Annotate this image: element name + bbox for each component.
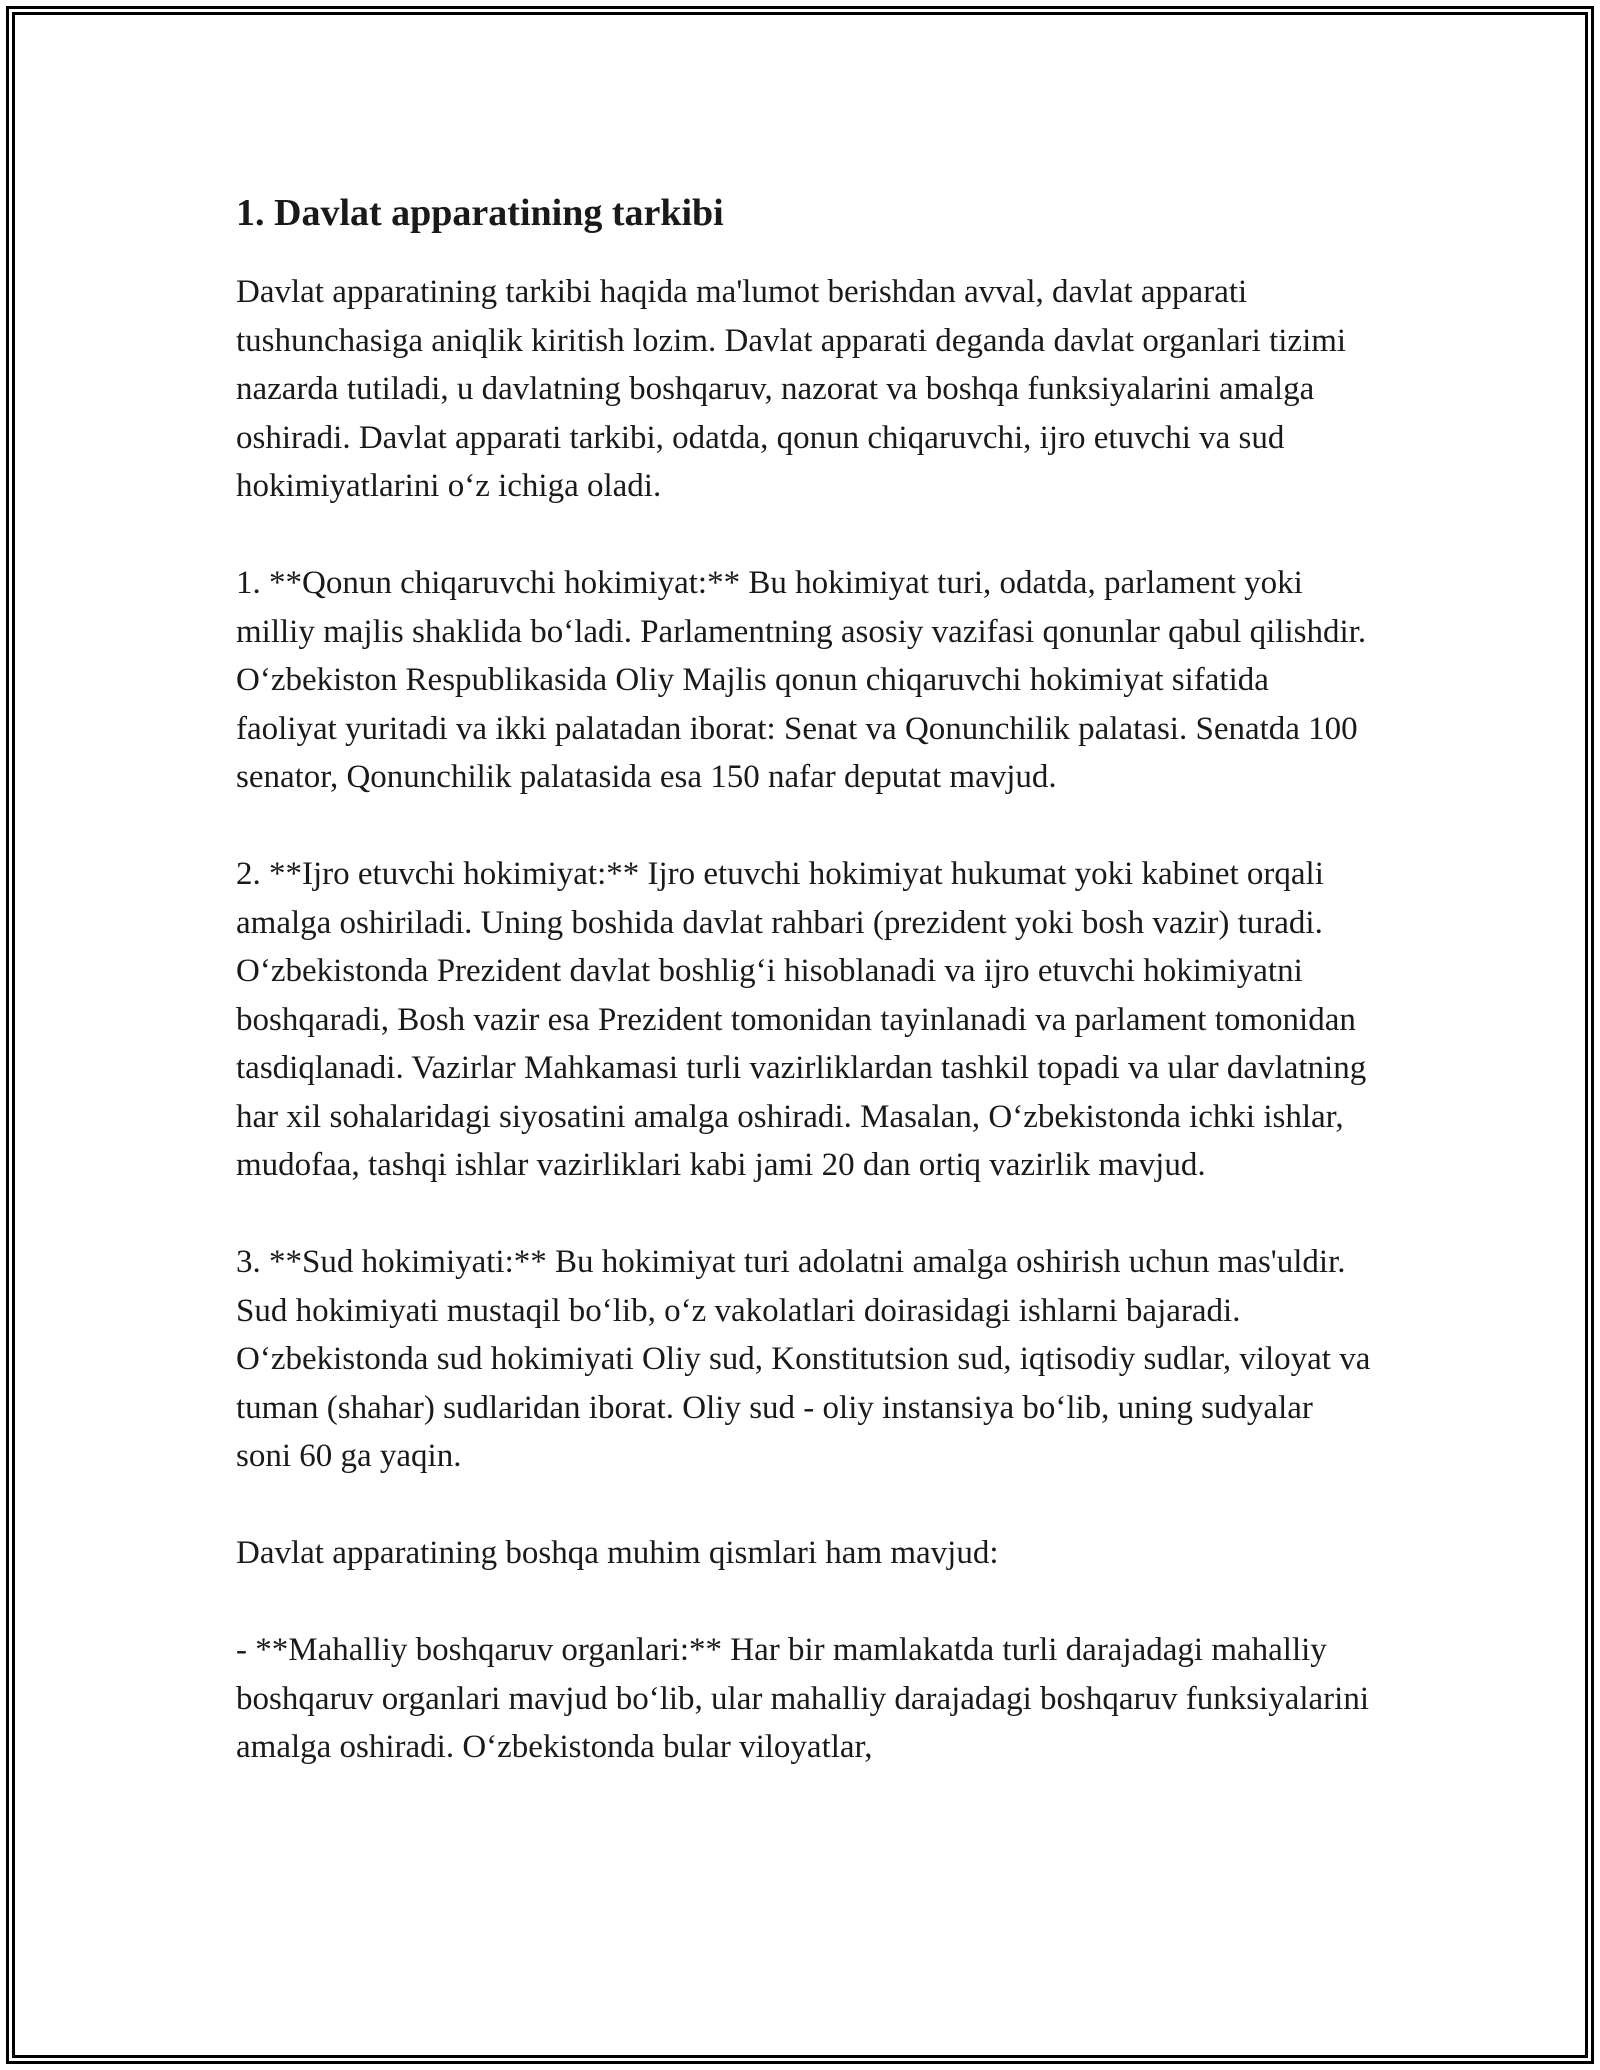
paragraph-executive: 2. **Ijro etuvchi hokimiyat:** Ijro etuvchi hokimiyat hukumat yoki kabinet orqali amalga oshiriladi. Uning boshida davlat rahbari (prezident yoki bosh vazir) turadi. O‘zbekistonda Prezident davlat boshlig‘i hisoblanadi va ijro etuvchi hokimiyatni boshqaradi, Bosh vazir esa Prezident tomonidan tayinlanadi va parlament tomonidan tasdiqlanadi. Vazirlar Mahkamasi turli vazirliklardan tashkil topadi va ular davlatning har xil sohalaridagi siyosatini amalga oshiradi. Masalan, O‘zbekistonda ichki ishlar, mudofaa, tashqi ishlar vazirliklari kabi jami 20 dan ortiq vazirlik mavjud. [236, 856, 1367, 1183]
paragraph-intro: Davlat apparatining tarkibi haqida ma'lumot berishdan avval, davlat apparati tushunchasiga aniqlik kiritish lozim. Davlat apparati deganda davlat organlari tizimi nazarda tutiladi, u davlatning boshqaruv, nazorat va boshqa funksiyalarini amalga oshiradi. Davlat apparati tarkibi, odatda, qonun chiqaruvchi, ijro etuvchi va sud hokimiyatlarini o‘z ichiga oladi. [236, 274, 1347, 504]
document-body [236, 188, 1376, 1772]
paragraph-local-government: - **Mahalliy boshqaruv organlari:** Har bir mamlakatda turli darajadagi mahalliy boshqaruv organlari mavjud bo‘lib, ular mahalliy darajadagi boshqaruv funksiyalarini amalga oshiradi. O‘zbekistonda bular viloyatlar, [236, 1632, 1370, 1765]
paragraph-other-parts: Davlat apparatining boshqa muhim qismlari ham mavjud: [236, 1535, 999, 1571]
paragraph-legislative: 1. **Qonun chiqaruvchi hokimiyat:** Bu hokimiyat turi, odatda, parlament yoki milliy majlis shaklida bo‘ladi. Parlamentning asosiy vazifasi qonunlar qabul qilishdir. O‘zbekiston Respublikasida Oliy Majlis qonun chiqaruvchi hokimiyat sifatida faoliyat yuritadi va ikki palatadan iborat: Senat va Qonunchilik palatasi. Senatda 100 senator, Qonunchilik palatasida esa 150 nafar deputat mavjud. [236, 565, 1367, 795]
paragraph-judicial: 3. **Sud hokimiyati:** Bu hokimiyat turi adolatni amalga oshirish uchun mas'uldir. Sud hokimiyati mustaqil bo‘lib, o‘z vakolatlari doirasidagi ishlarni bajaradi. O‘zbekistonda sud hokimiyati Oliy sud, Konstitutsion sud, iqtisodiy sudlar, viloyat va tuman (shahar) sudlaridan iborat. Oliy sud - oliy instansiya bo‘lib, uning sudyalar soni 60 ga yaqin. [236, 1244, 1371, 1474]
section-title: 1. Davlat apparatining tarkibi [236, 192, 724, 234]
